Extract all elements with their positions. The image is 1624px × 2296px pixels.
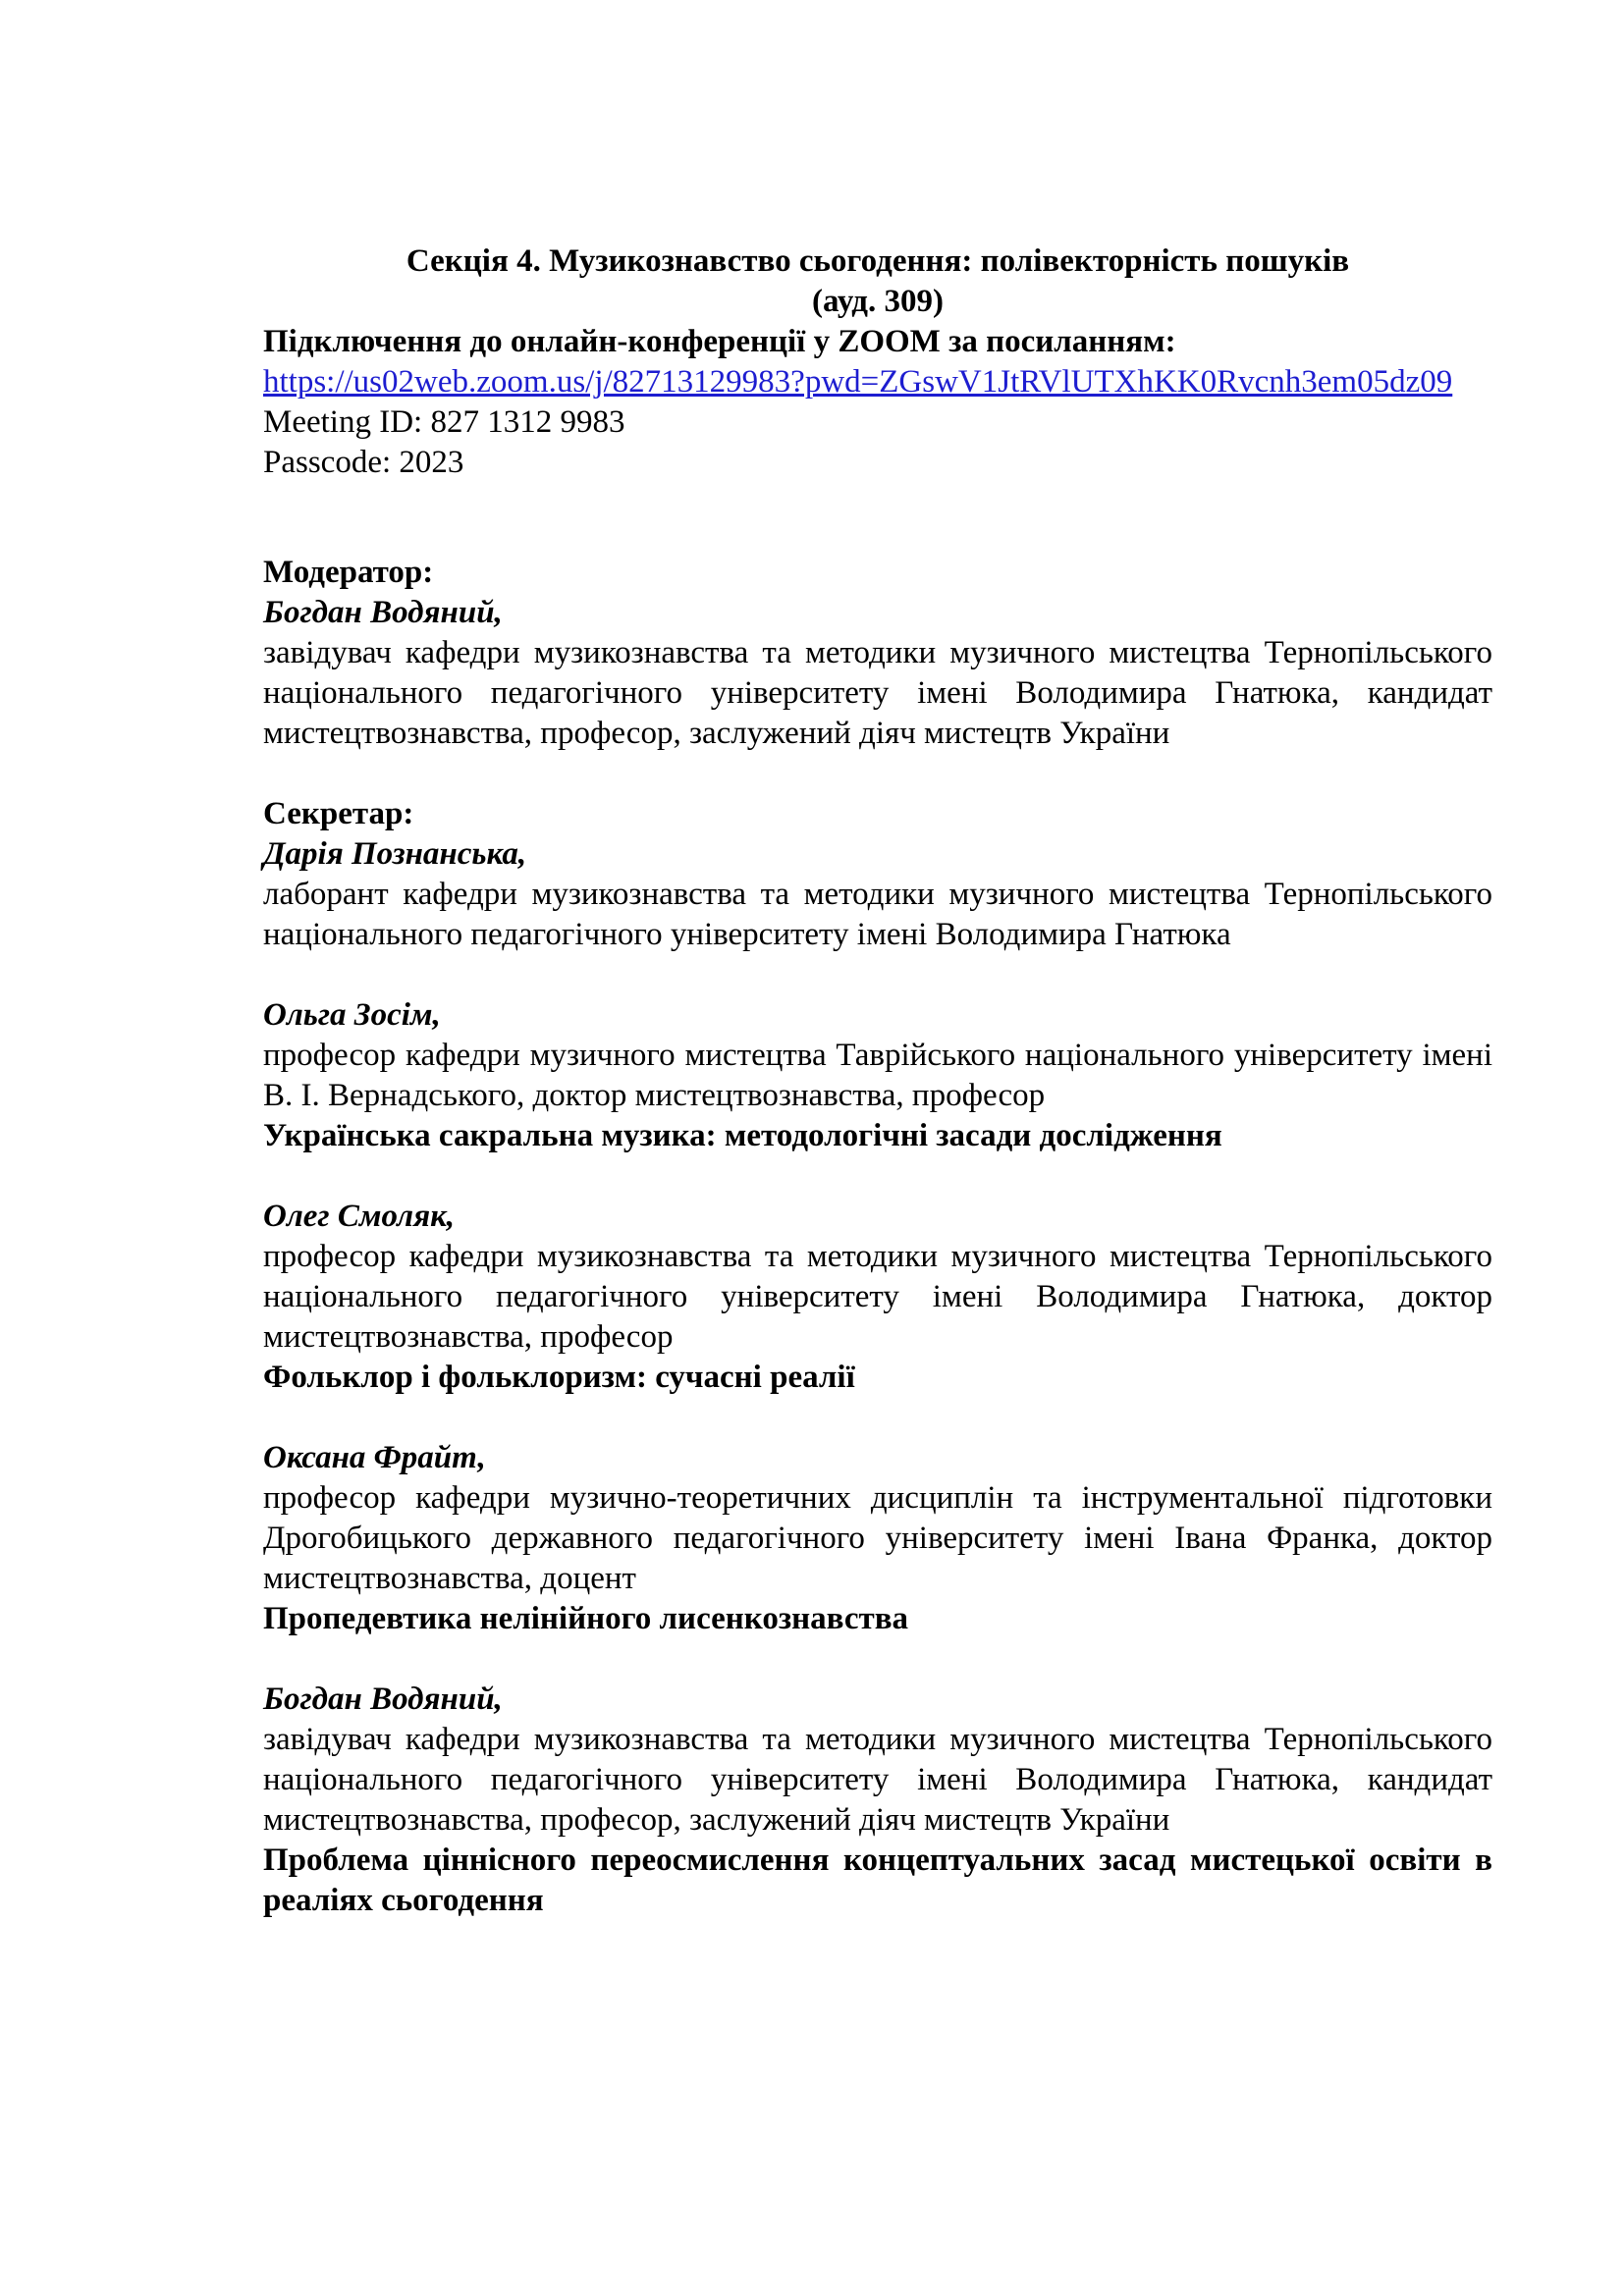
talk-title: Пропедевтика нелінійного лисенкознавства — [263, 1601, 909, 1636]
spacer — [263, 955, 1492, 995]
speaker-block — [263, 1438, 1492, 1639]
section-title: Секція 4. Музикознавство сьогодення: полівекторність пошуків — [406, 243, 1350, 279]
secretary-description: лаборант кафедри музикознавства та методики музичного мистецтва Тернопільського національного педагогічного університету імені Володимира Гнатюка — [263, 877, 1492, 952]
secretary-label: Секретар: — [263, 796, 414, 831]
speaker-description: професор кафедри музичного мистецтва Таврійського національного університету імені В. І. Вернадського, доктор мистецтвознавства, професор — [263, 1038, 1492, 1113]
speaker-name: Ольга Зосім, — [263, 997, 441, 1033]
speaker-name: Богдан Водяний, — [263, 1682, 503, 1717]
zoom-link-line — [263, 362, 1492, 402]
spacer — [263, 1639, 1492, 1680]
moderator-name: Богдан Водяний, — [263, 595, 503, 630]
speaker-name: Олег Смоляк, — [263, 1199, 456, 1234]
speaker-description: завідувач кафедри музикознавства та методики музичного мистецтва Тернопільського національного педагогічного університету імені Володимира Гнатюка, кандидат мистецтвознавства, професор, заслужений діяч мистецтв України — [263, 1722, 1492, 1838]
meeting-id: Meeting ID: 827 1312 9983 — [263, 404, 625, 440]
moderator-label: Модератор: — [263, 555, 434, 590]
speaker-description: професор кафедри музично-теоретичних дисциплін та інструментальної підготовки Дрогобицького державного педагогічного університету імені Івана Франка, доктор мистецтвознавства, доцент — [263, 1480, 1492, 1596]
speaker-block — [263, 1197, 1492, 1398]
passcode: Passcode: 2023 — [263, 445, 464, 480]
talk-title: Фольклор і фольклоризм: сучасні реалії — [263, 1360, 855, 1395]
spacer — [263, 1398, 1492, 1438]
spacer — [263, 512, 1492, 553]
document-content — [263, 241, 1492, 1921]
speaker-name: Оксана Фрайт, — [263, 1440, 486, 1475]
speaker-block — [263, 1680, 1492, 1921]
zoom-connection-heading: Підключення до онлайн-конференції у ZOOM за посиланням: — [263, 324, 1176, 359]
talk-title: Українська сакральна музика: методологічні засади дослідження — [263, 1118, 1222, 1153]
speaker-description: професор кафедри музикознавства та методики музичного мистецтва Тернопільського національного педагогічного університету імені Володимира Гнатюка, доктор мистецтвознавства, професор — [263, 1239, 1492, 1355]
talk-title: Проблема ціннісного переосмислення концептуальних засад мистецької освіти в реаліях сьогодення — [263, 1842, 1492, 1918]
spacer — [263, 483, 1492, 512]
section-room: (ауд. 309) — [812, 284, 944, 319]
speaker-block — [263, 995, 1492, 1156]
secretary-name: Дарія Познанська, — [263, 836, 527, 872]
spacer — [263, 1156, 1492, 1197]
moderator-description: завідувач кафедри музикознавства та методики музичного мистецтва Тернопільського національного педагогічного університету імені Володимира Гнатюка, кандидат мистецтвознавства, професор, заслужений діяч мистецтв України — [263, 635, 1492, 751]
spacer — [263, 754, 1492, 794]
zoom-meeting-link[interactable]: https://us02web.zoom.us/j/82713129983?pwd=ZGswV1JtRVlUTXhKK0Rvcnh3em05dz09 — [263, 364, 1453, 400]
